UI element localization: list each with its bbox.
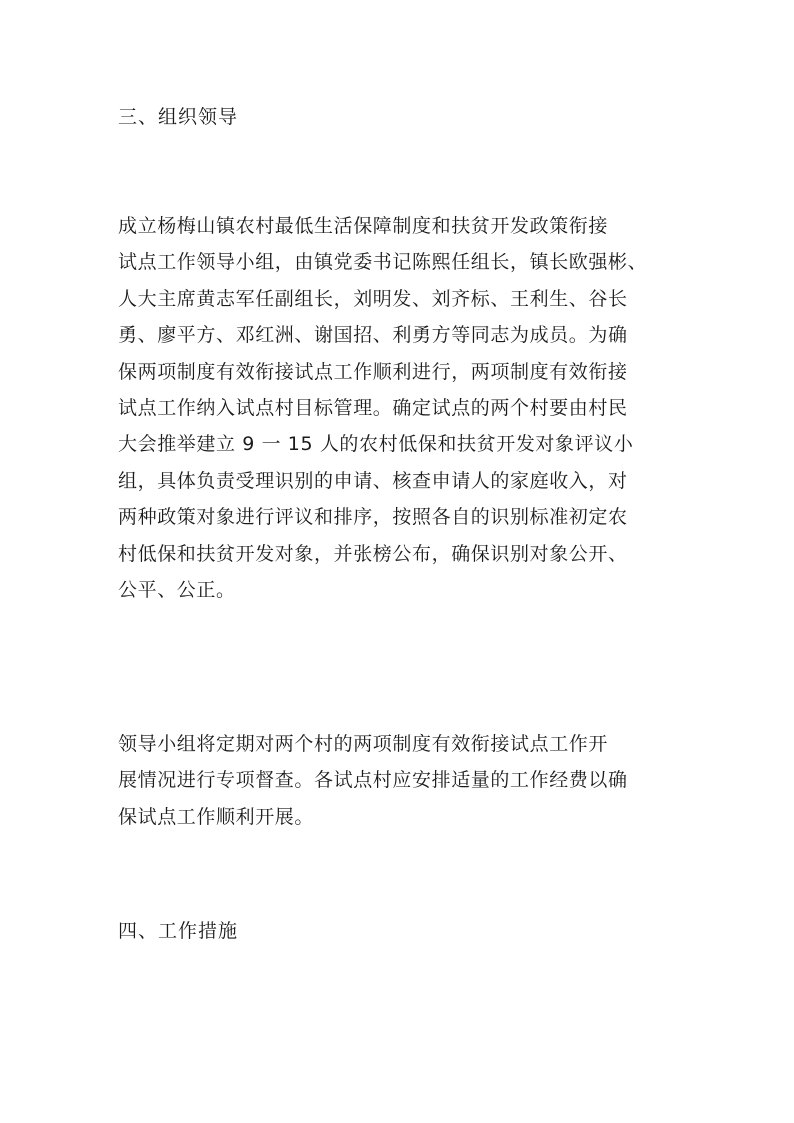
paragraph-line: 领导小组将定期对两个村的两项制度有效衔接试点工作开	[118, 733, 609, 755]
section-heading-organization-leadership: 三、组织领导	[118, 106, 239, 128]
paragraph-line: 组，具体负责受理识别的申请、核查申请人的家庭收入，对	[118, 469, 628, 492]
section-heading-work-measures: 四、工作措施	[118, 920, 239, 942]
paragraph-line: 保试点工作顺利开展。	[118, 805, 315, 828]
paragraph-line: 勇、廖平方、邓红洲、谢国招、利勇方等同志为成员。为确	[118, 324, 628, 347]
paragraph-line: 试点工作领导小组，由镇党委书记陈熙任组长，镇长欧强彬、	[118, 251, 648, 274]
paragraph-line: 人大主席黄志军任副组长，刘明发、刘齐标、王利生、谷长	[118, 287, 628, 310]
paragraph-line: 展情况进行专项督查。各试点村应安排适量的工作经费以确	[118, 769, 628, 792]
paragraph-line: 保两项制度有效衔接试点工作顺利进行，两项制度有效衔接	[118, 360, 628, 383]
paragraph-line: 试点工作纳入试点村目标管理。确定试点的两个村要由村民	[118, 396, 628, 419]
paragraph-supervision	[118, 726, 688, 835]
paragraph-line: 成立杨梅山镇农村最低生活保障制度和扶贫开发政策衔接	[118, 215, 609, 237]
paragraph-line: 公平、公正。	[118, 578, 236, 601]
paragraph-line: 两种政策对象进行评议和排序，按照各自的识别标准初定农	[118, 506, 628, 529]
paragraph-leadership-group	[118, 208, 688, 608]
paragraph-line: 村低保和扶贫开发对象，并张榜公布，确保识别对象公开、	[118, 542, 628, 565]
paragraph-line: 大会推举建立 9 一 15 人的农村低保和扶贫开发对象评议小	[118, 433, 634, 456]
